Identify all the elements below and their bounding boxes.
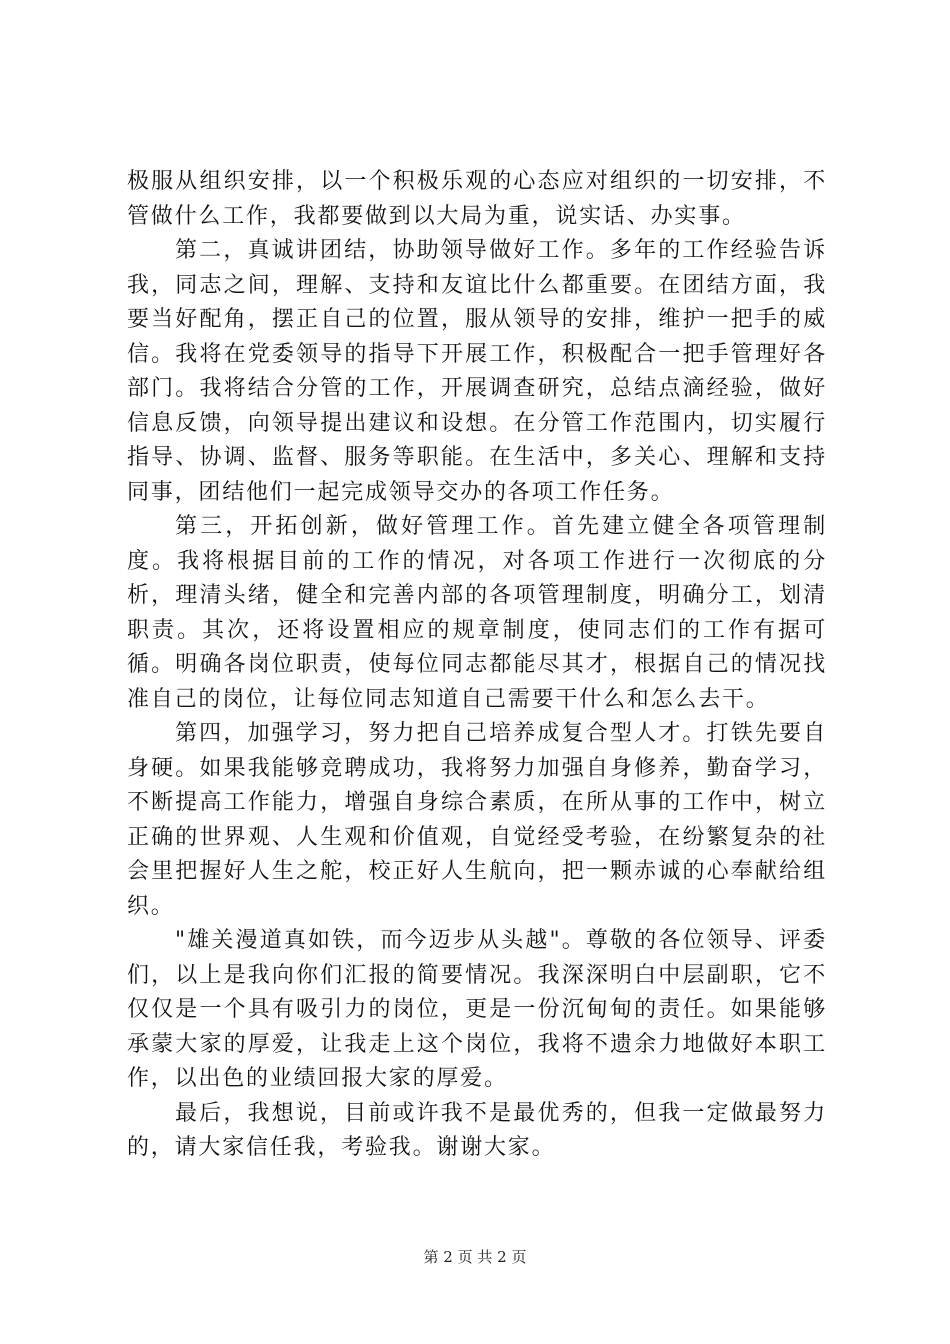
paragraph-5: "雄关漫道真如铁，而今迈步从头越"。尊敬的各位领导、评委们，以上是我向你们汇报的简要情况。我深深明白中层副职，它不仅仅是一个具有吸引力的岗位，更是一份沉甸甸的责任。如果能够承蒙大家的厚爱，让我走上这个岗位，我将不遗余力地做好本职工作，以出色的业绩回报大家的厚爱。 xyxy=(127,928,827,1091)
page-footer xyxy=(0,1247,950,1267)
paragraph-1: 极服从组织安排，以一个积极乐观的心态应对组织的一切安排，不管做什么工作，我都要做到以大局为重，说实话、办实事。 xyxy=(127,169,827,229)
paragraph-2: 第二，真诚讲团结，协助领导做好工作。多年的工作经验告诉我，同志之间，理解、支持和友谊比什么都重要。在团结方面，我要当好配角，摆正自己的位置，服从领导的安排，维护一把手的威信。我将在党委领导的指导下开展工作，积极配合一把手管理好各部门。我将结合分管的工作，开展调查研究，总结点滴经验，做好信息反馈，向领导提出建议和设想。在分管工作范围内，切实履行指导、协调、监督、服务等职能。在生活中，多关心、理解和支持同事，团结他们一起完成领导交办的各项工作任务。 xyxy=(127,238,827,505)
page-number-label: 第 2 页 共 2 页 xyxy=(423,1248,527,1266)
paragraph-3: 第三，开拓创新，做好管理工作。首先建立健全各项管理制度。我将根据目前的工作的情况，对各项工作进行一次彻底的分析，理清头绪，健全和完善内部的各项管理制度，明确分工，划清职责。其次，还将设置相应的规章制度，使同志们的工作有据可循。明确各岗位职责，使每位同志都能尽其才，根据自己的情况找准自己的岗位，让每位同志知道自己需要干什么和怎么去干。 xyxy=(127,514,827,712)
document-body xyxy=(127,165,827,1166)
paragraph-4: 第四，加强学习，努力把自己培养成复合型人才。打铁先要自身硬。如果我能够竞聘成功，我将努力加强自身修养，勤奋学习，不断提高工作能力，增强自身综合素质，在所从事的工作中，树立正确的世界观、人生观和价值观，自觉经受考验，在纷繁复杂的社会里把握好人生之舵，校正好人生航向，把一颗赤诚的心奉献给组织。 xyxy=(127,721,827,919)
paragraph-6: 最后，我想说，目前或许我不是最优秀的，但我一定做最努力的，请大家信任我，考验我。谢谢大家。 xyxy=(127,1100,827,1160)
